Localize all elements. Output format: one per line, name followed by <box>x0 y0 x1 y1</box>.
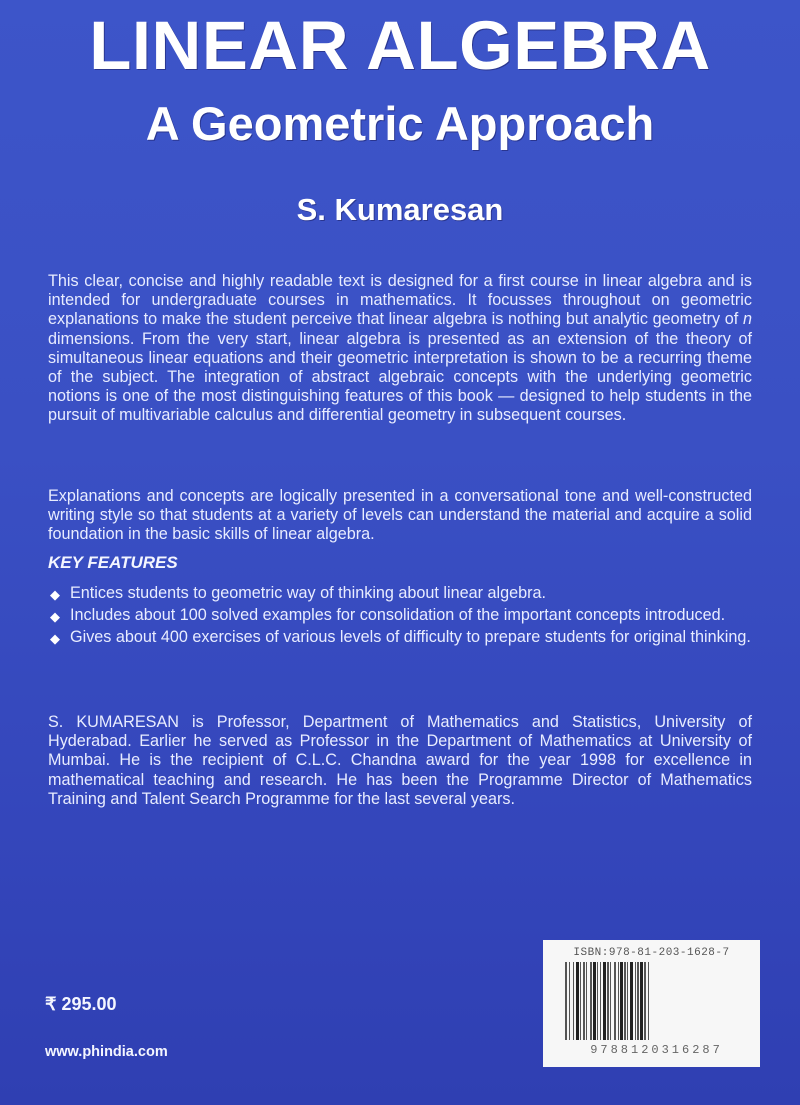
diamond-bullet-icon: ◆ <box>50 631 60 647</box>
diamond-bullet-icon: ◆ <box>50 609 60 625</box>
diamond-bullet-icon: ◆ <box>50 587 60 602</box>
feature-item <box>48 584 752 603</box>
author-bio: S. KUMARESAN is Professor, Department of Mathematics and Statistics, University of Hyderabad. Earlier he served as Professor in the Department of Mathematics at University of Mumbai. He is the recipient of C.L.C. Chandna award for the year 1998 for excellence in mathematical teaching and research. He has been the Programme Director of Mathematics Training and Talent Search Programme for the last several years. <box>48 713 752 808</box>
book-author: S. Kumaresan <box>296 192 504 227</box>
key-features-heading: KEY FEATURES <box>48 553 178 572</box>
publisher-website: www.phindia.com <box>45 1044 168 1060</box>
book-subtitle: A Geometric Approach <box>145 97 655 150</box>
description-paragraph-2: Explanations and concepts are logically presented in a conversational tone and well-constructed writing style so that students at a variety of levels can understand the material and acquire a solid foundation in the basic skills of linear algebra. <box>48 487 752 544</box>
isbn-label: ISBN:978-81-203-1628-7 <box>573 947 730 959</box>
feature-text: Includes about 100 solved examples for consolidation of the important concepts introduced. <box>70 606 726 625</box>
description-paragraph-1: This clear, concise and highly readable text is designed for a first course in linear algebra and is intended for undergraduate courses in mathematics. It focusses throughout on geometric explanations to make the student perceive that linear algebra is nothing but analytic geometry of n dimensions. From the very start, linear algebra is presented as an extension of the theory of simultaneous linear equations and their geometric interpretation is shown to be a recurring theme of the subject. The integration of abstract algebraic concepts with the underlying geometric notions is one of the most distinguishing features of this book — designed to help students in the pursuit of multivariable calculus and differential geometry in subsequent courses. <box>48 272 752 425</box>
feature-text: Entices students to geometric way of thinking about linear algebra. <box>70 584 547 602</box>
barcode-bars-icon <box>565 962 715 1040</box>
price-label: ₹ 295.00 <box>45 994 117 1014</box>
book-title: LINEAR ALGEBRA <box>89 7 711 84</box>
isbn-barcode <box>543 940 760 1067</box>
feature-item <box>48 606 752 625</box>
feature-item <box>48 628 752 647</box>
key-features-list <box>48 584 752 651</box>
barcode-digits: 9788120316287 <box>590 1043 723 1057</box>
feature-text: Gives about 400 exercises of various levels of difficulty to prepare students for original thinking. <box>70 628 751 647</box>
